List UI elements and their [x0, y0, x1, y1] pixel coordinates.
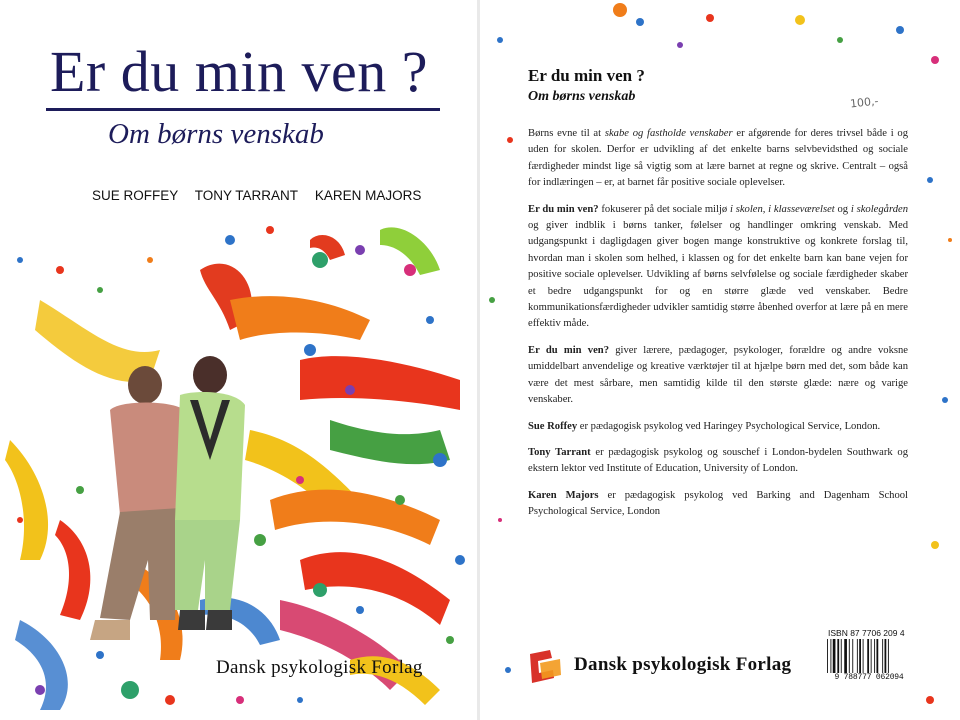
- barcode-bar: [867, 639, 869, 673]
- text-run: er pædagogisk psykolog ved Haringey Psychological Service, London.: [577, 420, 881, 432]
- barcode-bar: [885, 639, 887, 673]
- back-subtitle: Om børns venskab: [528, 89, 636, 104]
- back-title: Er du min ven ?: [528, 66, 645, 85]
- barcode-bar: [852, 639, 853, 673]
- author-list: [92, 188, 434, 203]
- title-underline: [46, 108, 440, 111]
- publisher-logo-icon: [526, 648, 568, 686]
- blurb-paragraph: [528, 488, 908, 521]
- barcode-bar: [849, 639, 850, 673]
- text-run: fokuserer på det sociale miljø: [598, 203, 730, 215]
- front-publisher: Dansk psykologisk Forlag: [216, 657, 423, 678]
- barcode-bar: [833, 639, 836, 673]
- text-run: og giver indblik i børns tanker, følelser og handlinger omkring venskab. Med udgangspunkt i dagligdagen giver bogen mange konstruktive og konkrete forslag til, hvordan man i skolen som helhed, i klassen og for det enkelte barn kan bane vejen for positive sociale oplevelser. Udvikling af børns selvfølelse og sociale færdigheder skaber et bedre udgangspunkt for og en større glæde ved venskaber. Bedre kommunikationsfærdigheder udvikler samtidig større åbenhed overfor at lære på en mere effektiv måde.: [528, 220, 908, 330]
- barcode-number: 9 788777 062094: [834, 673, 904, 682]
- barcode-bar: [844, 639, 847, 673]
- barcode-bar: [830, 639, 831, 673]
- front-cover: [0, 0, 478, 720]
- text-run: Er du min ven?: [528, 203, 599, 215]
- handwritten-price: 100,-: [849, 94, 880, 111]
- text-run: er pædagogisk psykolog ved Barking and Dagenham School Psychological Service, London: [528, 489, 908, 518]
- back-publisher: Dansk psykologisk Forlag: [574, 654, 792, 675]
- blurb-text: [528, 126, 908, 531]
- text-run: Karen Majors: [528, 489, 599, 501]
- text-run: skabe og fastholde venskaber: [604, 128, 733, 139]
- blurb-paragraph: [528, 343, 908, 409]
- barcode-bar: [859, 639, 861, 673]
- blurb-paragraph: [528, 419, 908, 435]
- barcode-bar: [876, 639, 878, 673]
- cover-subtitle: Om børns venskab: [108, 118, 324, 150]
- text-run: er pædagogisk psykolog og souschef i London-bydelen Southwark og ekstern lektor ved Institute of Education, University of London.: [528, 446, 909, 475]
- barcode: [826, 639, 912, 673]
- children-photo: [90, 356, 245, 640]
- barcode-bar: [871, 639, 872, 673]
- text-run: og: [834, 203, 851, 215]
- blurb-paragraph: [528, 202, 908, 333]
- back-cover: [480, 0, 960, 720]
- barcode-bar: [837, 639, 839, 673]
- barcode-bar: [841, 639, 842, 673]
- cover-title: Er du min ven ?: [50, 39, 428, 104]
- text-run: Er du min ven?: [528, 344, 609, 356]
- barcode-bar: [882, 639, 883, 673]
- text-run: i skolen, i klasseværelset: [729, 203, 835, 215]
- author-name: TONY TARRANT: [194, 188, 299, 203]
- text-run: Sue Roffey: [528, 420, 578, 432]
- author-name: KAREN MAJORS: [314, 188, 422, 203]
- blurb-paragraph: [528, 445, 908, 478]
- barcode-bar: [874, 639, 875, 673]
- text-run: er afgørende for deres trivsel både i og uden for skolen. Derfor er udvikling af det enkelte barns selvbevidsthed og sociale færdigheder mindst lige så vigtig som at lære barnet at regne og skrive. Centralt – også for indlæringen – er, at barnet får positive sociale oplevelser.: [528, 128, 908, 189]
- barcode-bar: [857, 639, 858, 673]
- barcode-bar: [863, 639, 864, 673]
- author-name: SUE ROFFEY: [92, 188, 179, 203]
- text-run: Tony Tarrant: [528, 446, 591, 458]
- blurb-paragraph: [528, 126, 908, 192]
- text-run: giver lærere, pædagoger, psykologer, forældre og andre voksne umiddelbart anvendelige og kreative værktøjer til at hjælpe børn med det, som både kan være det mest sårbare, men samtidig kilde til den største glæde: nære og varige venskaber.: [528, 344, 908, 406]
- text-run: i skolegården: [850, 203, 908, 215]
- text-run: Børns evne til at: [528, 128, 605, 139]
- isbn-label: ISBN 87 7706 209 4: [828, 628, 905, 638]
- barcode-bar: [827, 639, 828, 673]
- barcode-bar: [888, 639, 889, 673]
